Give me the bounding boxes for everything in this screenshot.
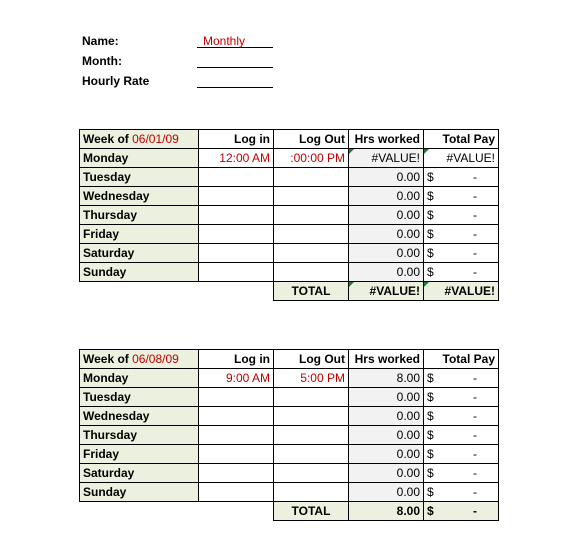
currency-symbol: $ xyxy=(427,208,434,222)
total-hrs-cell[interactable]: #VALUE! xyxy=(349,282,424,301)
table-row xyxy=(80,483,499,502)
hrs-cell[interactable]: 0.00 xyxy=(349,426,424,445)
week2-timesheet-table xyxy=(79,349,499,521)
week-of-label: Week of xyxy=(83,352,133,366)
logout-header[interactable]: Log Out xyxy=(274,130,349,149)
total-pay-header[interactable]: Total Pay xyxy=(424,130,499,149)
login-header[interactable]: Log in xyxy=(199,130,274,149)
week2-total-row xyxy=(80,502,499,521)
pay-cell[interactable] xyxy=(424,426,499,445)
hrs-cell[interactable]: 0.00 xyxy=(349,168,424,187)
table-row xyxy=(80,407,499,426)
pay-cell[interactable] xyxy=(424,244,499,263)
pay-value: - xyxy=(473,409,477,423)
currency-symbol: $ xyxy=(427,428,434,442)
table-row xyxy=(80,388,499,407)
hrs-worked-header[interactable]: Hrs worked xyxy=(349,350,424,369)
logout-cell[interactable]: :00:00 PM xyxy=(274,149,349,168)
total-pay-cell[interactable] xyxy=(424,502,499,521)
day-cell[interactable]: Friday xyxy=(80,225,199,244)
logout-cell[interactable] xyxy=(274,407,349,426)
pay-value: - xyxy=(473,428,477,442)
logout-cell[interactable] xyxy=(274,187,349,206)
login-cell[interactable] xyxy=(199,206,274,225)
pay-cell[interactable] xyxy=(424,168,499,187)
logout-cell[interactable] xyxy=(274,225,349,244)
pay-value: - xyxy=(473,170,477,184)
day-cell[interactable]: Saturday xyxy=(80,244,199,263)
name-field[interactable]: Monthly xyxy=(197,34,273,48)
currency-symbol: $ xyxy=(427,371,434,385)
login-cell[interactable] xyxy=(199,426,274,445)
pay-value: - xyxy=(473,485,477,499)
hrs-cell[interactable]: 0.00 xyxy=(349,464,424,483)
login-cell[interactable]: 9:00 AM xyxy=(199,369,274,388)
pay-cell[interactable] xyxy=(424,187,499,206)
hrs-cell[interactable]: 0.00 xyxy=(349,407,424,426)
currency-symbol: $ xyxy=(427,447,434,461)
hrs-cell[interactable]: #VALUE! xyxy=(349,149,424,168)
week1-total-row xyxy=(80,282,499,301)
table-row xyxy=(80,263,499,282)
hrs-cell[interactable]: 0.00 xyxy=(349,263,424,282)
hrs-cell[interactable]: 0.00 xyxy=(349,388,424,407)
login-cell[interactable]: 12:00 AM xyxy=(199,149,274,168)
currency-symbol: $ xyxy=(427,265,434,279)
logout-cell[interactable] xyxy=(274,483,349,502)
week2-header-row xyxy=(80,350,499,369)
table-row xyxy=(80,244,499,263)
login-cell[interactable] xyxy=(199,407,274,426)
day-cell[interactable]: Wednesday xyxy=(80,407,199,426)
logout-cell[interactable] xyxy=(274,263,349,282)
pay-value: - xyxy=(473,371,477,385)
empty-cell xyxy=(80,282,199,301)
total-label[interactable]: TOTAL xyxy=(274,282,349,301)
currency-symbol: $ xyxy=(427,227,434,241)
pay-cell[interactable] xyxy=(424,407,499,426)
day-cell[interactable]: Thursday xyxy=(80,206,199,225)
total-pay-header[interactable]: Total Pay xyxy=(424,350,499,369)
currency-symbol: $ xyxy=(427,409,434,423)
pay-value: - xyxy=(473,189,477,203)
hrs-cell[interactable]: 0.00 xyxy=(349,187,424,206)
login-cell[interactable] xyxy=(199,225,274,244)
table-row xyxy=(80,149,499,168)
currency-symbol: $ xyxy=(427,485,434,499)
login-cell[interactable] xyxy=(199,263,274,282)
hourly-rate-field[interactable] xyxy=(197,74,273,88)
day-cell[interactable]: Tuesday xyxy=(80,388,199,407)
logout-cell[interactable] xyxy=(274,168,349,187)
day-cell[interactable]: Sunday xyxy=(80,483,199,502)
logout-cell[interactable] xyxy=(274,388,349,407)
week1-header-row xyxy=(80,130,499,149)
pay-cell[interactable] xyxy=(424,388,499,407)
hrs-cell[interactable]: 8.00 xyxy=(349,369,424,388)
currency-symbol: $ xyxy=(427,390,434,404)
login-cell[interactable] xyxy=(199,464,274,483)
table-row xyxy=(80,369,499,388)
pay-value: - xyxy=(473,265,477,279)
logout-cell[interactable] xyxy=(274,206,349,225)
day-cell[interactable]: Thursday xyxy=(80,426,199,445)
table-row xyxy=(80,464,499,483)
day-cell[interactable]: Friday xyxy=(80,445,199,464)
hrs-cell[interactable]: 0.00 xyxy=(349,225,424,244)
hrs-cell[interactable]: 0.00 xyxy=(349,206,424,225)
week1-date: 06/01/09 xyxy=(132,132,179,146)
pay-cell[interactable] xyxy=(424,483,499,502)
total-label[interactable]: TOTAL xyxy=(274,502,349,521)
empty-cell xyxy=(199,282,274,301)
pay-value: - xyxy=(473,246,477,260)
pay-cell[interactable] xyxy=(424,263,499,282)
table-row xyxy=(80,445,499,464)
currency-symbol: $ xyxy=(427,504,434,518)
logout-cell[interactable]: 5:00 PM xyxy=(274,369,349,388)
login-header[interactable]: Log in xyxy=(199,350,274,369)
logout-cell[interactable] xyxy=(274,464,349,483)
currency-symbol: $ xyxy=(427,246,434,260)
logout-cell[interactable] xyxy=(274,244,349,263)
pay-value: - xyxy=(473,504,477,518)
empty-cell xyxy=(199,502,274,521)
login-cell[interactable] xyxy=(199,187,274,206)
currency-symbol: $ xyxy=(427,466,434,480)
login-cell[interactable] xyxy=(199,445,274,464)
week2-week-of-cell[interactable] xyxy=(80,350,199,369)
pay-cell[interactable] xyxy=(424,445,499,464)
day-cell[interactable]: Monday xyxy=(80,149,199,168)
logout-cell[interactable] xyxy=(274,445,349,464)
day-cell[interactable]: Monday xyxy=(80,369,199,388)
pay-cell[interactable] xyxy=(424,369,499,388)
day-cell[interactable]: Saturday xyxy=(80,464,199,483)
day-cell[interactable]: Sunday xyxy=(80,263,199,282)
login-cell[interactable] xyxy=(199,483,274,502)
hrs-cell[interactable]: 0.00 xyxy=(349,244,424,263)
hrs-worked-header[interactable]: Hrs worked xyxy=(349,130,424,149)
day-cell[interactable]: Wednesday xyxy=(80,187,199,206)
table-row xyxy=(80,206,499,225)
pay-value: - xyxy=(473,227,477,241)
pay-value: - xyxy=(473,447,477,461)
table-row xyxy=(80,225,499,244)
pay-cell[interactable]: #VALUE! xyxy=(424,149,499,168)
login-cell[interactable] xyxy=(199,168,274,187)
name-label: Name: xyxy=(82,34,119,48)
day-cell[interactable]: Tuesday xyxy=(80,168,199,187)
currency-symbol: $ xyxy=(427,189,434,203)
month-field[interactable] xyxy=(197,54,273,68)
table-row xyxy=(80,187,499,206)
logout-header[interactable]: Log Out xyxy=(274,350,349,369)
week1-timesheet-table xyxy=(79,129,499,301)
pay-cell[interactable] xyxy=(424,225,499,244)
login-cell[interactable] xyxy=(199,388,274,407)
empty-cell xyxy=(80,502,199,521)
pay-cell[interactable] xyxy=(424,464,499,483)
week2-date: 06/08/09 xyxy=(132,352,179,366)
week-of-label: Week of xyxy=(83,132,133,146)
week1-week-of-cell[interactable] xyxy=(80,130,199,149)
pay-value: - xyxy=(473,390,477,404)
logout-cell[interactable] xyxy=(274,426,349,445)
hrs-cell[interactable]: 0.00 xyxy=(349,483,424,502)
pay-value: - xyxy=(473,208,477,222)
login-cell[interactable] xyxy=(199,244,274,263)
currency-symbol: $ xyxy=(427,170,434,184)
table-row xyxy=(80,426,499,445)
total-hrs-cell[interactable]: 8.00 xyxy=(349,502,424,521)
hourly-rate-label: Hourly Rate xyxy=(82,74,150,88)
table-row xyxy=(80,168,499,187)
hrs-cell[interactable]: 0.00 xyxy=(349,445,424,464)
pay-value: - xyxy=(473,466,477,480)
total-pay-cell[interactable]: #VALUE! xyxy=(424,282,499,301)
pay-cell[interactable] xyxy=(424,206,499,225)
month-label: Month: xyxy=(82,54,122,68)
